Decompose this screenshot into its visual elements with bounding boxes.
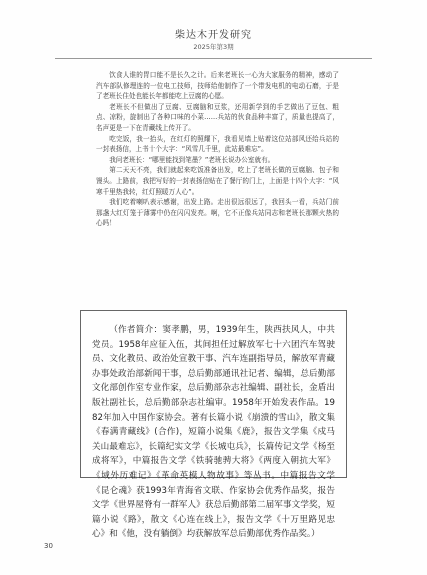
article-paragraph: 饮食人谁的胃口能不是长久之计。后来老班长一心为大家服务的精神，感动了汽车部队修理连的一位电工技师，技师给他制作了一个带发电机的电动石磨，于是了老班长住处也能长年都能吃上豆腐的心愿。 xyxy=(96,71,339,101)
header-divider xyxy=(55,58,372,59)
article-paragraph: 吃完饭，我一抬头，在红灯的照耀下，我看见墙上贴着这位站部风还给兵站的一封表扬信，上书十个大字：“风雪几千里，此站最难忘”。 xyxy=(96,134,339,154)
journal-issue: 2025年第3期 xyxy=(193,43,234,51)
author-bio-box xyxy=(80,310,347,540)
page-number: 30 xyxy=(44,542,53,550)
article-paragraph: 我问老班长：“哪里能找到笔墨？”老班长说办公室就有。 xyxy=(109,155,275,164)
article-paragraph: 第二天天不亮，我们就起来吃饭准备出发，吃上了老班长做的豆腐脑、包子和馒头。上路前，我把写好的一封表扬信贴在了餐厅的门上，上面是十四个大字：“风寒千里热我转，红灯照暖万人心”。 xyxy=(96,166,339,196)
journal-title: 柴达木开发研究 xyxy=(175,30,252,41)
article-body xyxy=(96,70,339,229)
page-header xyxy=(0,30,427,52)
article-paragraph: 老班长不但做出了豆腐、豆腐脑和豆浆，还用新学到的手艺做出了豆包、粗点、凉粉，旋制出了各种口味的小菜……兵站的伙食品种丰富了，质量也提高了，名声更是一下在青藏线上传开了。 xyxy=(96,102,339,132)
article-paragraph: 我们吃着喇叭表示感谢，出发上路。走出很远很远了，我回头一看，兵站门前那盏大红灯笼于薄雾中仍在闪闪发亮。啊，它不正像兵站同志和老班长那颗火热的心吗！ xyxy=(96,198,339,228)
author-bio-text: （作者简介：窦孝鹏，男，1939年生，陕西扶风人，中共党员。1958年应征入伍，其间担任过解放军七十六团汽车驾驶员、文化教员、政治处宣教干事、汽车连副指导员，解放军青藏办事处政治部新闻干事，总后勤部通讯社记者、编辑，总后勤部文化部创作室专业作家，总后勤部杂志社编辑、副社长，金盾出版社副社长，总后勤部杂志社编审。1958年开始发表作品。1982年加入中国作家协会。著有长篇小说《崩溃的雪山》，散文集《春满青藏线》(合作)，短篇小说集《鹿》，报告文学集《戍马关山最难忘》，长篇纪实文学《长城屯兵》，长篇传记文学《杨至成将军》，中篇报告文学《铁骑驰骋大将》《两度入朝抗大军》《域外历难记》《革命英模人物故事》等丛书。中篇报告文学《昆仑魂》获1993年青海省文联、作家协会优秀作品奖，报告文学《世界屋脊有一群军人》获总后勤部第二届军事文学奖，短篇小说《路》，散文《心连在线上》，报告文学《十万里路见忠心》和《他，没有躺倒》均获解放军总后勤部优秀作品奖。） xyxy=(92,325,335,540)
